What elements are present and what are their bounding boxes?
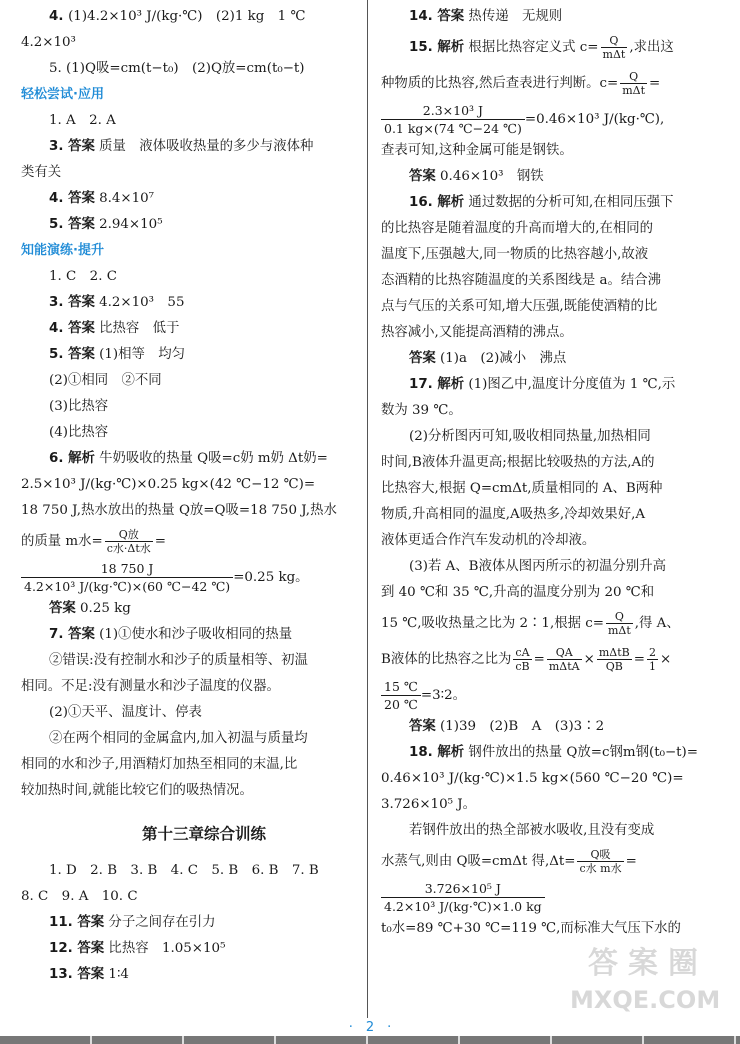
left-column [21, 4, 359, 988]
line: 16. 解析 通过数据的分析可知,在相同压强下 [409, 195, 674, 210]
line: 4. (1)4.2×10³ J/(kg·℃) (2)1 kg 1 ℃ [49, 9, 306, 24]
line: 18 750 J,热水放出的热量 Q放=Q吸=18 750 J,热水 [21, 503, 337, 518]
line: 3. 答案 4.2×10³ 55 [49, 295, 185, 310]
fraction: $\frac{\text{mΔtB}}{QB}$ [598, 646, 630, 673]
fraction: $\frac{\text{Q吸}}{\text{c水 m水}}$ [579, 848, 622, 875]
line: 数为 39 ℃。 [381, 403, 462, 418]
watermark-logo [560, 936, 720, 1026]
line [381, 880, 709, 916]
bottom-border [0, 1036, 740, 1044]
line: 5. 答案 2.94×10⁵ [49, 217, 163, 232]
section-heading: 知能演练·提升 [21, 243, 104, 258]
line: 类有关 [21, 165, 62, 180]
line: 答案 (1)39 (2)B A (3)3∶2 [409, 719, 605, 734]
chapter-title: 第十三章综合训练 [141, 825, 266, 843]
line: 物质,升高相同的温度,A吸热多,冷却效果好,A [381, 507, 646, 522]
line: 12. 答案 比热容 1.05×10⁵ [49, 941, 226, 956]
fraction: $\frac{QA}{\text{mΔtA}}$ [548, 646, 580, 673]
fraction: $\frac{15 ℃}{20 ℃}$ [381, 678, 421, 713]
watermark-char: 圈 [668, 946, 698, 981]
line: 相同的水和沙子,用酒精灯加热至相同的末温,比 [21, 757, 298, 772]
fraction: $\frac{\text{2.3×10³ J}}{0.1 kg\times(74 ℃-24 ℃)}$ [381, 102, 525, 137]
line: 4.2×10³ [21, 35, 76, 50]
line: 答案 (1)a (2)减小 沸点 [409, 351, 567, 366]
line: 4. 答案 比热容 低于 [49, 321, 180, 336]
fraction: $\frac{Q}{\text{mΔt}}$ [607, 610, 631, 637]
watermark-char: 案 [628, 946, 658, 981]
line: 8. C 9. A 10. C [21, 889, 138, 904]
line: 查表可知,这种金属可能是钢铁。 [381, 143, 573, 158]
line: 的质量 m水= $\frac{\text{Q放}}{\text{c水·Δt水}}$ = [21, 528, 167, 555]
line: ②错误:没有控制水和沙子的质量相等、初温 [49, 653, 308, 668]
watermark-char: 答 [588, 946, 618, 981]
line: 种物质的比热容,然后查表进行判断。c= $\frac{Q}{\text{mΔt}}$ = [381, 70, 661, 97]
line: 7. 答案 (1)①使水和沙子吸收相同的热量 [49, 627, 293, 642]
line: 0.46×10³ J/(kg·℃)×1.5 kg×(560 ℃−20 ℃)= [381, 771, 684, 786]
line: 相同。不足:没有测量水和沙子温度的仪器。 [21, 679, 280, 694]
line: 答案 0.25 kg [49, 601, 131, 616]
line: B液体的比热容之比为 $\frac{cA}{cB}$ = $\frac{QA}{\text{mΔtA}}$ × $\frac{\text{mΔtB}}{QB}$ = $\frac{2}{1}$ × [381, 646, 672, 673]
line: (2)①相同 ②不同 [49, 373, 162, 388]
line: 15 ℃,吸收热量之比为 2∶1,根据 c= $\frac{Q}{\text{mΔt}}$ ,得 A、 [381, 610, 680, 637]
fraction: $\frac{Q}{\text{mΔt}}$ [602, 34, 626, 61]
line: 5. (1)Q吸=cm(t−t₀) (2)Q放=cm(t₀−t) [49, 61, 305, 76]
line: (4)比热容 [49, 425, 109, 440]
line: (2)①天平、温度计、停表 [49, 705, 202, 720]
line: 6. 解析 牛奶吸收的热量 Q吸=c奶 m奶 Δt奶= [49, 451, 328, 466]
line: 3.726×10⁵ J。 [381, 797, 476, 812]
line: $\frac{18 750 J}{\text{4.2×10³ J/(kg·℃)×(60 ℃−42 ℃)}}$ =0.25 kg。 [21, 560, 359, 596]
line: 较加热时间,就能比较它们的吸热情况。 [21, 783, 253, 798]
line: (2)分析图丙可知,吸收相同热量,加热相同 [409, 429, 651, 444]
line: 13. 答案 1∶4 [49, 967, 129, 982]
line: 5. 答案 (1)相等 均匀 [49, 347, 186, 362]
line: 到 40 ℃和 35 ℃,升高的温度分别为 20 ℃和 [381, 585, 655, 600]
line: 水蒸气,则由 Q吸=cmΔt 得,Δt= $\frac{\text{Q吸}}{\text{c水 m水}}$ = [381, 848, 637, 875]
line: 4. 答案 8.4×10⁷ [49, 191, 155, 206]
line: t₀水=89 ℃+30 ℃=119 ℃,而标准大气压下水的 [381, 921, 681, 936]
line: 18. 解析 钢件放出的热量 Q放=c钢m钢(t₀−t)= [409, 745, 699, 760]
line: 液体更适合作汽车发动机的冷却液。 [381, 533, 596, 548]
right-column [381, 4, 709, 942]
fraction: $\frac{2}{1}$ [648, 646, 656, 673]
fraction: $\frac{\text{3.726×10⁵ J}}{\text{4.2×10³ J/(kg·℃)×1.0 kg}}$ [381, 880, 545, 915]
fraction: $\frac{18 750 J}{\text{4.2×10³ J/(kg·℃)×(60 ℃−42 ℃)}}$ [21, 560, 233, 595]
line: 1. D 2. B 3. B 4. C 5. B 6. B 7. B [49, 863, 319, 878]
section-heading: 轻松尝试·应用 [21, 87, 104, 102]
line: ②在两个相同的金属盒内,加入初温与质量均 [49, 731, 308, 746]
line: 点与气压的关系可知,增大压强,既能使酒精的比 [381, 299, 658, 314]
line: 温度下,压强越大,同一物质的比热容越小,故液 [381, 247, 649, 262]
line: 17. 解析 (1)图乙中,温度计分度值为 1 ℃,示 [409, 377, 676, 392]
fraction: $\frac{\text{Q放}}{\text{c水·Δt水}}$ [106, 528, 151, 555]
line: 1. C 2. C [49, 269, 117, 284]
column-divider [367, 0, 368, 1018]
line: (3)比热容 [49, 399, 109, 414]
line: 3. 答案 质量 液体吸收热量的多少与液体种 [49, 139, 314, 154]
line: 11. 答案 分子之间存在引力 [49, 915, 216, 930]
watermark-text: MXQE.COM [570, 986, 721, 1014]
line: 若钢件放出的热全部被水吸收,且没有变成 [409, 823, 655, 838]
fraction: $\frac{cA}{cB}$ [515, 646, 530, 673]
line: 14. 答案 热传递 无规则 [409, 9, 563, 24]
line: 热容减小,又能提高酒精的沸点。 [381, 325, 573, 340]
line: 比热容大,根据 Q=cmΔt,质量相同的 A、B两种 [381, 481, 663, 496]
line: 时间,B液体升温更高;根据比较吸热的方法,A的 [381, 455, 655, 470]
line: $\frac{15 ℃}{20 ℃}$ =3∶2。 [381, 678, 709, 714]
line: 2.5×10³ J/(kg·℃)×0.25 kg×(42 ℃−12 ℃)= [21, 477, 316, 492]
fraction: $\frac{Q}{\text{mΔt}}$ [622, 70, 646, 97]
line: 的比热容是随着温度的升高而增大的,在相同的 [381, 221, 654, 236]
line: (3)若 A、B液体从图丙所示的初温分别升高 [409, 559, 666, 574]
line: 答案 0.46×10³ 钢铁 [409, 169, 544, 184]
line: 态酒精的比热容随温度的关系图线是 a。结合沸 [381, 273, 662, 288]
line: 15. 解析 根据比热容定义式 c= $\frac{Q}{\text{mΔt}}$ ,求出这 [409, 34, 674, 61]
page-number: · 2 · [348, 1020, 392, 1035]
line: 1. A 2. A [49, 113, 116, 128]
line: $\frac{\text{2.3×10³ J}}{0.1 kg\times(74 ℃-24 ℃)}$ =0.46×10³ J/(kg·℃), [381, 102, 709, 138]
